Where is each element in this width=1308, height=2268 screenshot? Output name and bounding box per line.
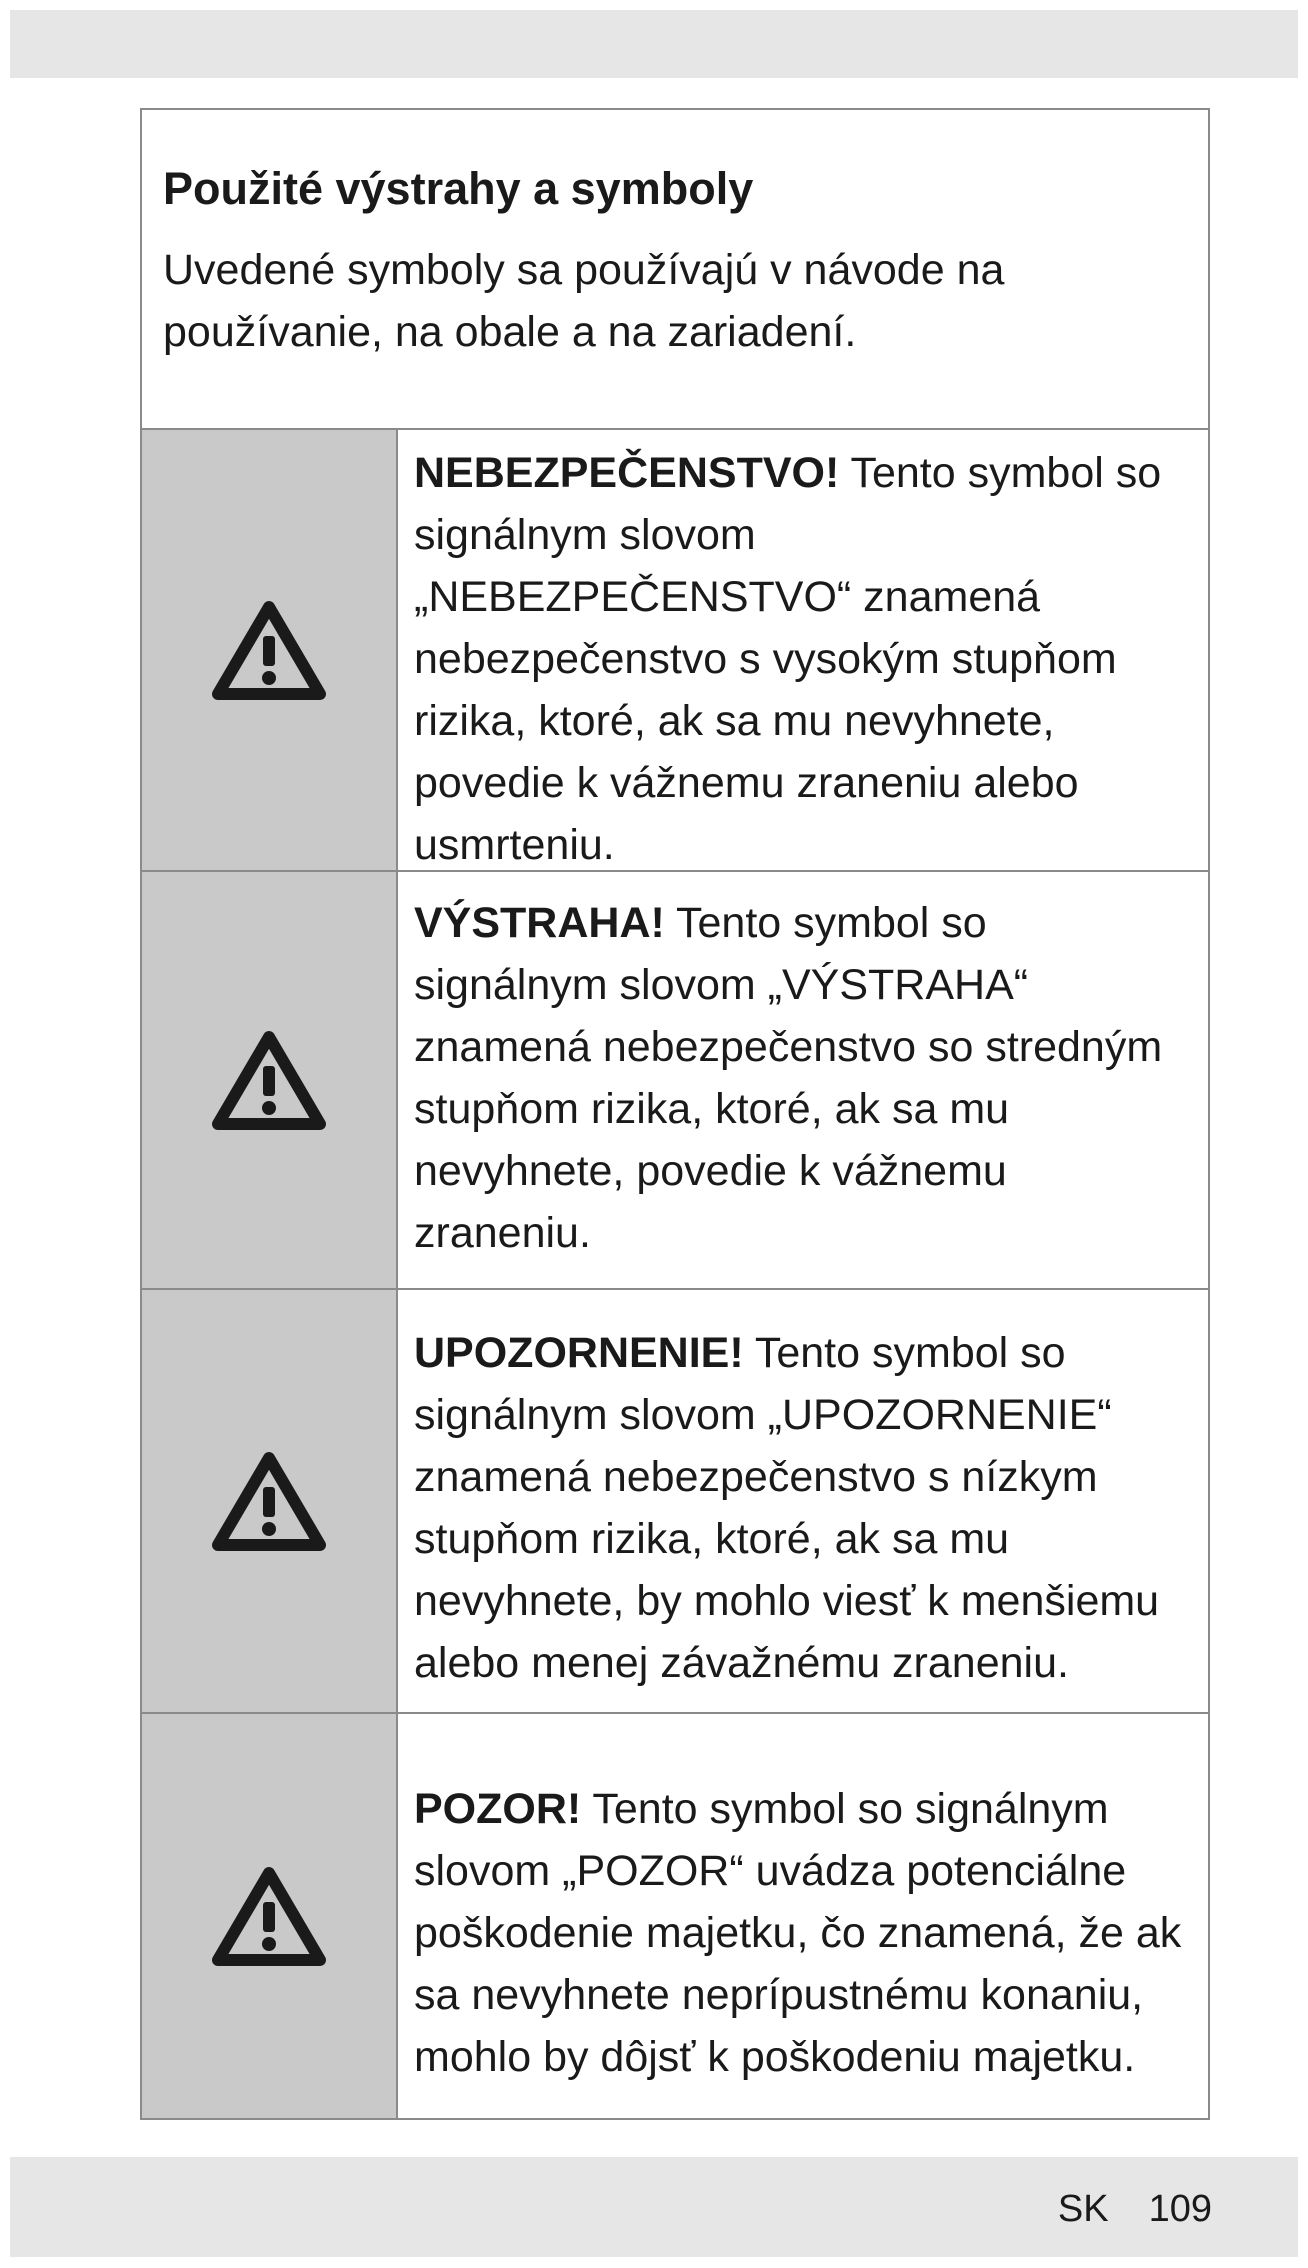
warning-row-caution — [142, 1290, 1208, 1714]
section-heading: Použité výstrahy a symboly — [163, 163, 754, 214]
language-code: SK — [1057, 2188, 1109, 2230]
icon-cell — [142, 872, 398, 1288]
signal-word: POZOR! — [414, 1785, 582, 1833]
warning-text — [398, 430, 1208, 870]
warning-triangle-icon — [210, 1864, 328, 1968]
page-footer — [1058, 2188, 1212, 2231]
top-band — [10, 10, 1298, 78]
warning-row-notice — [142, 1714, 1208, 2118]
intro-text: Uvedené symboly sa používajú v návode na používanie, na obale a na zariadení. — [163, 246, 1005, 356]
warning-text — [398, 872, 1208, 1288]
warning-description: Tento symbol so signálnym slovom „NEBEZPEČENSTVO“ znamená nebezpečenstvo s vysokým stupňom rizika, ktoré, ak sa mu nevyhnete, povedie k vážnemu zraneniu alebo usmrteniu. — [414, 449, 1162, 869]
warning-triangle-icon — [210, 598, 328, 702]
warning-triangle-icon — [210, 1449, 328, 1553]
icon-cell — [142, 1290, 398, 1712]
intro-section — [142, 110, 1208, 430]
warning-row-warning — [142, 872, 1208, 1290]
warning-triangle-icon — [210, 1028, 328, 1132]
warning-text — [398, 1290, 1208, 1712]
signal-word: UPOZORNENIE! — [414, 1329, 744, 1377]
icon-cell — [142, 1714, 398, 2118]
page-number: 109 — [1148, 2188, 1212, 2230]
warning-description: Tento symbol so signálnym slovom „UPOZORNENIE“ znamená nebezpečenstvo s nízkym stupňom rizika, ktoré, ak sa mu nevyhnete, by mohlo viesť k menšiemu alebo menej závažnému zraneniu. — [414, 1329, 1160, 1687]
warning-row-danger — [142, 430, 1208, 872]
warning-description: Tento symbol so signálnym slovom „VÝSTRAHA“ znamená nebezpečenstvo so stredným stupňom rizika, ktoré, ak sa mu nevyhnete, povedie k vážnemu zraneniu. — [414, 899, 1163, 1257]
signal-word: VÝSTRAHA! — [414, 899, 665, 947]
warnings-table — [140, 108, 1210, 2120]
signal-word: NEBEZPEČENSTVO! — [414, 449, 840, 497]
icon-cell — [142, 430, 398, 870]
warning-text — [398, 1714, 1208, 2118]
warning-description: Tento symbol so signálnym slovom „POZOR“ uvádza potenciálne poškodenie majetku, čo znamená, že ak sa nevyhnete neprípustnému konaniu, mohlo by dôjsť k poškodeniu majetku. — [414, 1785, 1182, 2081]
